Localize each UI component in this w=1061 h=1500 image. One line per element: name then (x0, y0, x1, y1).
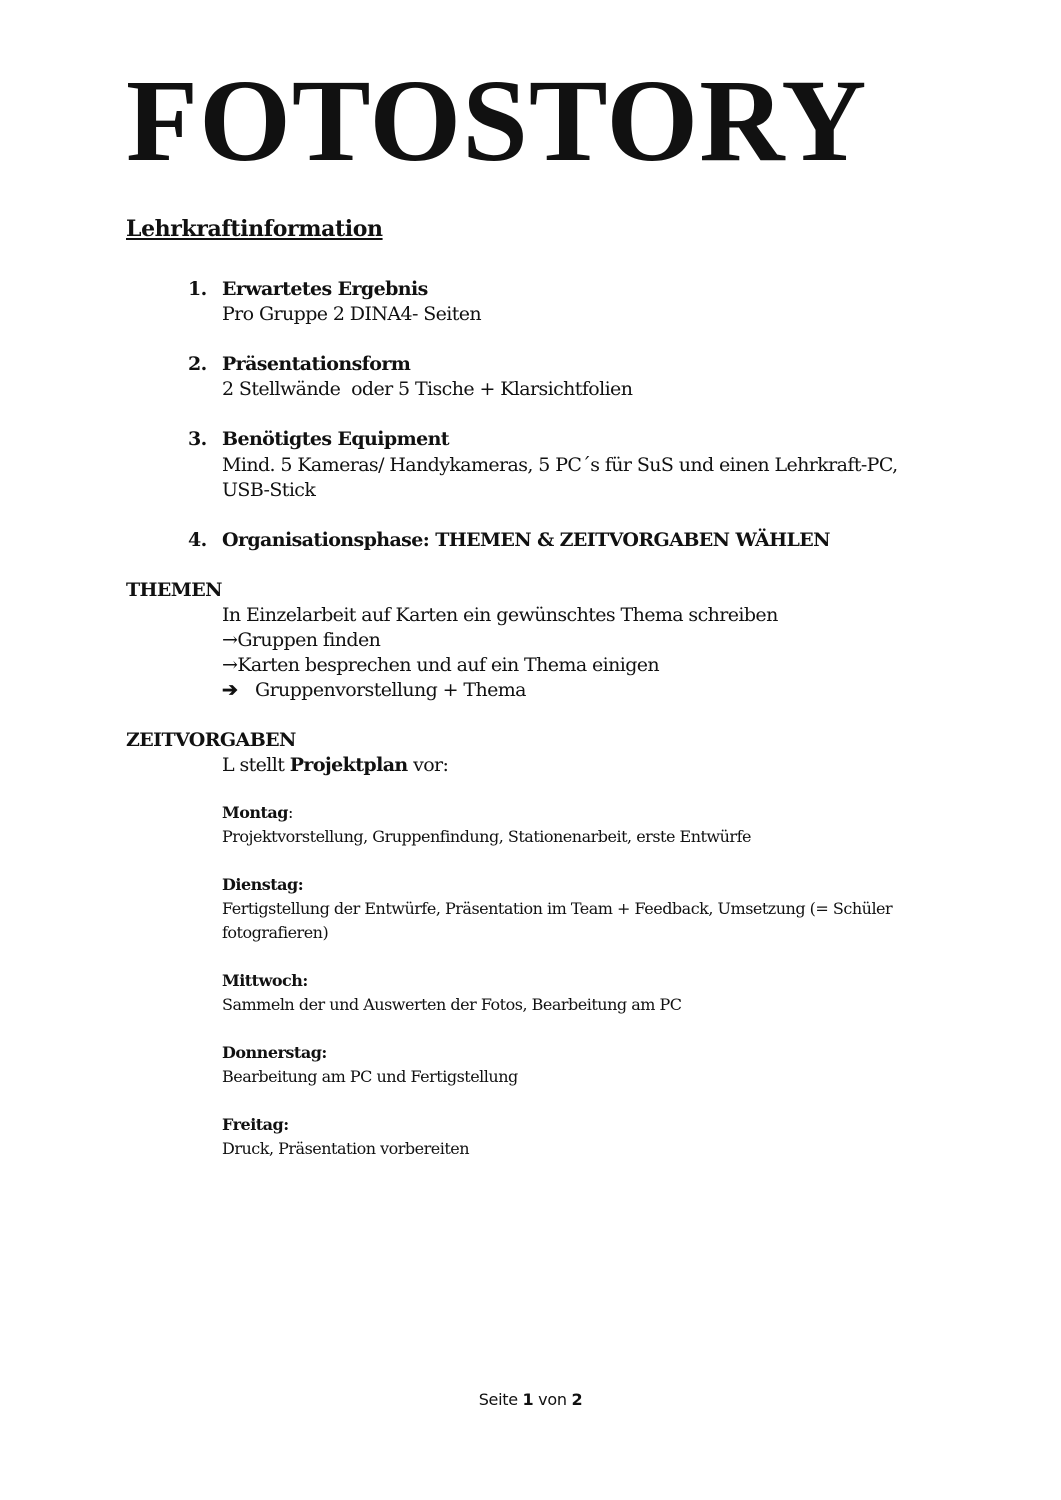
item-line: USB-Stick (222, 479, 316, 501)
item-heading: Benötigtes Equipment (222, 428, 449, 450)
item-heading: Organisationsphase: THEMEN & ZEITVORGABEN WÄHLEN (222, 529, 830, 551)
day-text: fotografieren) (222, 923, 329, 942)
day-text: Druck, Präsentation vorbereiten (222, 1139, 470, 1158)
document-title: FOTOSTORY (126, 55, 868, 186)
item-number: 2. (188, 353, 207, 375)
item-line: 2 Stellwände oder 5 Tische + Klarsichtfolien (222, 378, 633, 400)
arrow-right-icon: → (222, 654, 238, 676)
zeitvorgaben-intro: L stellt Projektplan vor: (222, 754, 449, 776)
day-label: Montag: (222, 803, 293, 822)
themen-line: In Einzelarbeit auf Karten ein gewünschtes Thema schreiben (222, 604, 778, 626)
day-label: Mittwoch: (222, 971, 308, 990)
item-number: 4. (188, 529, 207, 551)
zeitvorgaben-heading: ZEITVORGABEN (126, 729, 296, 751)
themen-heading: THEMEN (126, 579, 222, 601)
item-heading: Präsentationsform (222, 353, 411, 375)
item-line: Mind. 5 Kameras/ Handykameras, 5 PC´s für SuS und einen Lehrkraft-PC, (222, 454, 898, 476)
day-text: Fertigstellung der Entwürfe, Präsentation im Team + Feedback, Umsetzung (= Schüler (222, 899, 893, 918)
themen-line: →Gruppen finden (222, 629, 381, 651)
document-subtitle: Lehrkraftinformation (126, 216, 383, 242)
page-footer: Seite 1 von 2 (478, 1390, 583, 1409)
item-heading: Erwartetes Ergebnis (222, 278, 428, 300)
item-line: Pro Gruppe 2 DINA4- Seiten (222, 303, 482, 325)
day-text: Bearbeitung am PC und Fertigstellung (222, 1067, 518, 1086)
themen-line: ➔ Gruppenvorstellung + Thema (222, 679, 526, 701)
day-label: Freitag: (222, 1115, 289, 1134)
day-text: Projektvorstellung, Gruppenfindung, Stationenarbeit, erste Entwürfe (222, 827, 751, 846)
day-label: Donnerstag: (222, 1043, 327, 1062)
arrow-right-icon: → (222, 629, 238, 651)
bold-arrow-right-icon: ➔ (222, 679, 238, 701)
day-text: Sammeln der und Auswerten der Fotos, Bearbeitung am PC (222, 995, 682, 1014)
item-number: 1. (188, 278, 207, 300)
day-label: Dienstag: (222, 875, 304, 894)
themen-line: →Karten besprechen und auf ein Thema einigen (222, 654, 660, 676)
item-number: 3. (188, 428, 207, 450)
